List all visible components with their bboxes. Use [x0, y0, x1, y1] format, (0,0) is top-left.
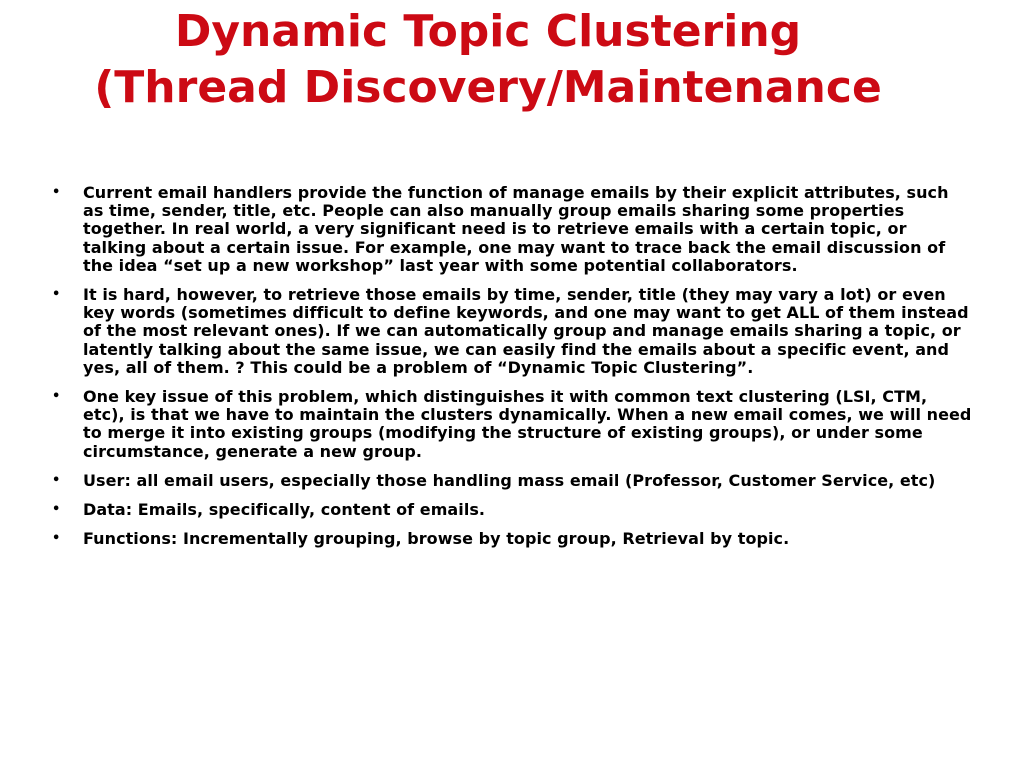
slide-title-line-2: (Thread Discovery/Maintenance — [94, 62, 882, 113]
bullet-item — [52, 501, 972, 519]
bullet-text: Current email handlers provide the function of manage emails by their explicit attributes, such as time, sender, title, etc. People can also manually group emails sharing some properties together. In real world, a very significant need is to retrieve emails with a certain topic, or talking about a certain issue. For example, one may want to trace back the email discussion of the idea “set up a new workshop” last year with some potential collaborators. — [83, 183, 949, 275]
slide-title — [0, 4, 976, 116]
bullet-text: User: all email users, especially those handling mass email (Professor, Customer Service, etc) — [83, 470, 936, 490]
bullet-dot-icon: • — [52, 472, 61, 488]
bullet-dot-icon: • — [52, 389, 61, 405]
bullet-text: Functions: Incrementally grouping, browse by topic group, Retrieval by topic. — [83, 529, 790, 549]
bullet-dot-icon: • — [52, 502, 61, 518]
bullet-dot-icon: • — [52, 287, 61, 303]
bullet-item — [52, 530, 972, 548]
bullet-item — [52, 388, 972, 461]
bullet-list — [52, 184, 972, 559]
bullet-dot-icon: • — [52, 531, 61, 547]
bullet-item — [52, 184, 972, 275]
bullet-item — [52, 472, 972, 490]
bullet-text: Data: Emails, specifically, content of emails. — [83, 500, 486, 520]
bullet-dot-icon: • — [52, 185, 61, 200]
slide-title-line-1: Dynamic Topic Clustering — [174, 6, 802, 57]
bullet-item — [52, 286, 972, 377]
bullet-text: It is hard, however, to retrieve those emails by time, sender, title (they may vary a lot) or even key words (sometimes difficult to define keywords, and one may want to get ALL of them instead of the most relevant ones). If we can automatically group and manage emails sharing a topic, or latently talking about the same issue, we can easily find the emails about a specific event, and yes, all of them. ? This could be a problem of “Dynamic Topic Clustering”. — [83, 285, 969, 377]
bullet-text: One key issue of this problem, which distinguishes it with common text clustering (LSI, CTM, etc), is that we have to maintain the clusters dynamically. When a new email comes, we will need to merge it into existing groups (modifying the structure of existing groups), or under some circumstance, generate a new group. — [83, 387, 972, 461]
